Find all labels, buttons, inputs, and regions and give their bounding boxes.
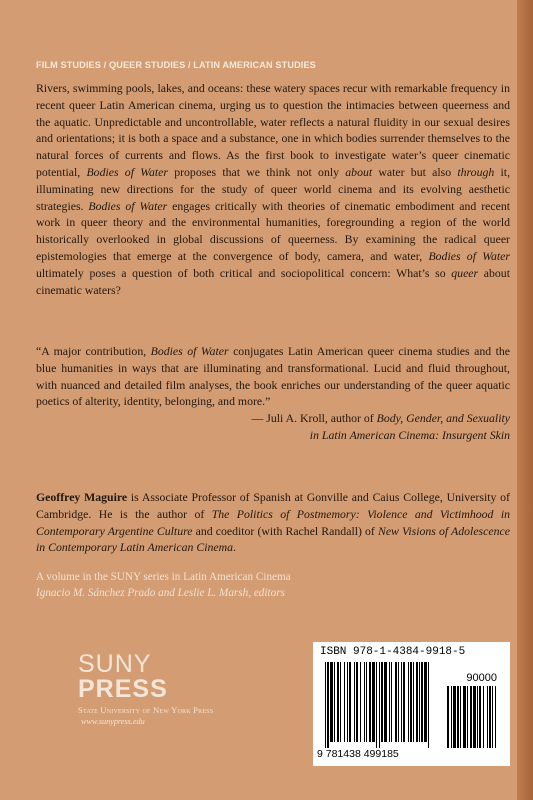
barcode-bar (403, 662, 405, 742)
barcode-bar (325, 662, 326, 748)
barcode-bar (349, 662, 351, 742)
barcode-bars (323, 662, 505, 750)
barcode-bar (372, 662, 375, 742)
series-note (36, 569, 291, 601)
barcode-bar (379, 662, 380, 748)
addon-bar (460, 686, 461, 748)
barcode-bar (401, 662, 402, 742)
addon-digits: 90000 (466, 672, 497, 684)
addon-bar (489, 686, 491, 748)
attribution-line-2: in Latin American Cinema: Insurgent Skin (309, 427, 510, 442)
addon-bar (447, 686, 449, 748)
series-line: A volume in the SUNY series in Latin American Cinema (36, 571, 291, 583)
endorsement-quote: “A major contribution, Bodies of Water conjugates Latin American queer cinema studies and the blue humanities in ways that are illuminating and transformational. Lucid and fluid throughout, with nuanced and detailed film analyses, the book enriches our understanding of the queer aquatic poetics of alterity, identity, belonging, and more.” (36, 344, 510, 409)
barcode-bar (347, 662, 348, 742)
barcode-bar (413, 662, 414, 742)
addon-bar (463, 686, 466, 748)
addon-bar (467, 686, 468, 748)
barcode-bar (395, 662, 397, 742)
barcode-bar (421, 662, 423, 742)
main-barcode (325, 662, 429, 748)
publisher-url: www.sunypress.edu (81, 717, 145, 726)
addon-bar (453, 686, 456, 748)
barcode-bar (356, 662, 358, 742)
barcode-bar (327, 662, 329, 748)
author-bio: Geoffrey Maguire is Associate Professor of Spanish at Gonville and Caius College, University of Cambridge. He is the author of The Politics of Postmemory: Violence and Victimhood in Contemporary Argentine Culture and coeditor (with Rachel Randall) of New Visions of Adolescence in Contemporary Latin American Cinema. (36, 490, 511, 555)
barcode-bar (364, 662, 365, 742)
addon-bar (487, 686, 488, 748)
barcode-bar (389, 662, 390, 742)
barcode-bar (424, 662, 427, 742)
barcode-bar (330, 662, 333, 742)
endorsement-attribution (36, 410, 510, 444)
subject-categories: FILM STUDIES / QUEER STUDIES / LATIN AMERICAN STUDIES (36, 60, 316, 70)
publisher-logo-suny: SUNY (78, 650, 152, 678)
barcode-bar (366, 662, 367, 742)
barcode-bar (337, 662, 339, 742)
barcode-bar (369, 662, 371, 742)
addon-bar (495, 686, 496, 748)
addon-bar (473, 686, 476, 748)
book-description: Rivers, swimming pools, lakes, and oceans: these watery spaces recur with remarkable frequency in recent queer Latin American cinema, urging us to question the intimacies between queerness and the aquatic. Unpredictable and uncontrollable, water reflects a natural fluidity in our sexual desires and orientations; it is both a space and a substance, one in which bodies surrender themselves to the natural forces of currents and flows. As the first book to investigate water’s queer cinematic potential, Bodies of Water proposes that we think not only about water but also through it, illuminating new directions for the study of queer world cinema and its evolving aesthetic strategies. Bodies of Water engages critically with theories of cinematic embodiment and recent work in queer theory and the environmental humanities, foregrounding a region of the world historically overlooked in global discussions of queerness. By examining the radical queer epistemologies that emerge at the convergence of body, camera, and water, Bodies of Water ultimately poses a question of both critical and sociopolitical concern: What’s so queer about cinematic waters? (36, 81, 511, 297)
addon-bar (457, 686, 459, 748)
publisher-logo-press: PRESS (78, 675, 168, 703)
barcode-digits: 9 781438 499185 (317, 748, 399, 760)
attribution-line-1: — Juli A. Kroll, author of Body, Gender, and Sexuality (251, 411, 510, 425)
barcode-bar (354, 662, 355, 742)
barcode-bar (384, 662, 387, 742)
barcode-bar (381, 662, 383, 742)
barcode-bar (428, 662, 429, 748)
addon-bar (477, 686, 478, 748)
barcode-bar (391, 662, 392, 742)
barcode-bar (340, 662, 341, 742)
barcode-bar (334, 662, 335, 742)
isbn-barcode (313, 642, 510, 766)
addon-bar (470, 686, 472, 748)
addon-bar (483, 686, 484, 748)
addon-bar (479, 686, 481, 748)
series-editors: Ignacio M. Sánchez Prado and Leslie L. Marsh, editors (36, 587, 285, 599)
publisher-name: State University of New York Press (78, 705, 214, 715)
barcode-bar (416, 662, 418, 742)
barcode-bar (344, 662, 345, 742)
addon-bar (451, 686, 452, 748)
addon-barcode (447, 686, 496, 748)
barcode-bar (376, 662, 377, 748)
spine-edge (517, 0, 533, 800)
addon-bar (492, 686, 493, 748)
publisher-logo (78, 652, 213, 726)
barcode-bar (419, 662, 420, 742)
barcode-bar (410, 662, 412, 742)
isbn-label: ISBN 978-1-4384-9918-5 (320, 646, 466, 658)
barcode-bar (408, 662, 409, 742)
barcode-bar (360, 662, 361, 742)
barcode-bar (398, 662, 399, 742)
